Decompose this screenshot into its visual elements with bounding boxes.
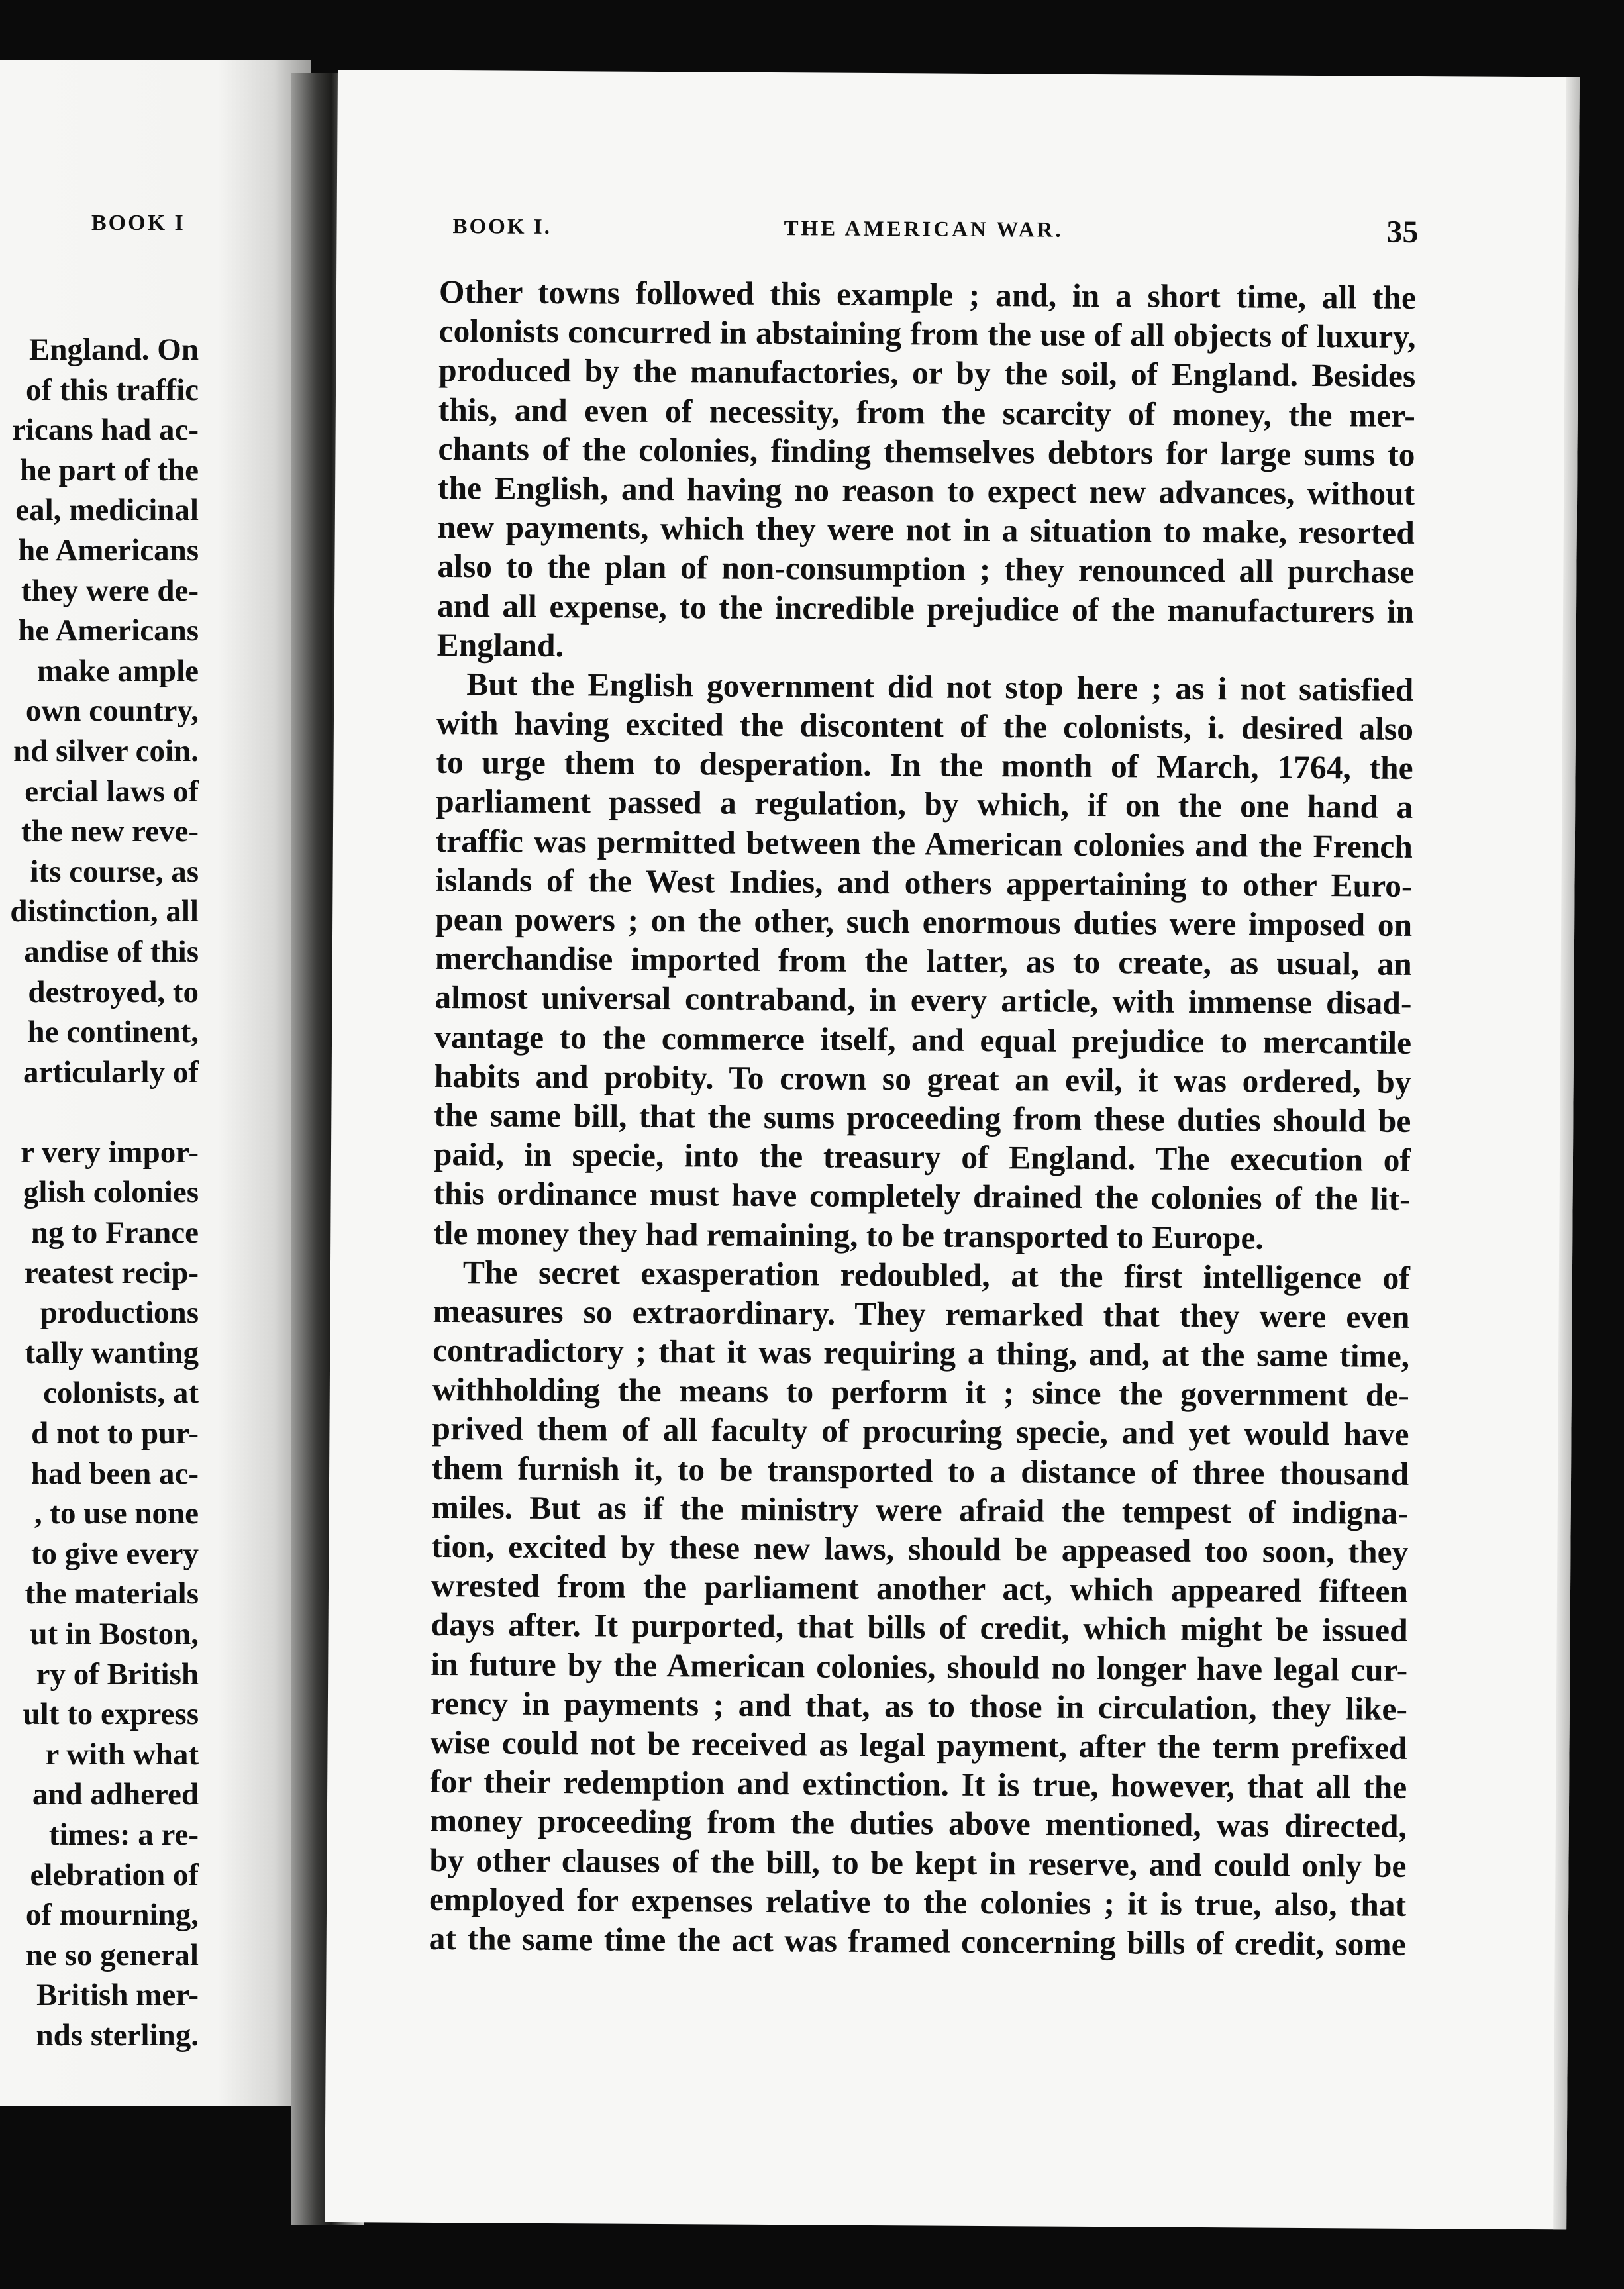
left-page-line: and adhered xyxy=(32,1777,199,1812)
text-line: wrested from the parliament another act, which appeared fifteen xyxy=(431,1567,1409,1610)
text-line: almost universal contraband, in every article, with immense disad- xyxy=(434,979,1412,1022)
text-line: days after. It purported, that bills of credit, which might be issued xyxy=(431,1606,1408,1649)
page-number: 35 xyxy=(1386,214,1419,250)
text-line: miles. But as if the ministry were afraid the tempest of indigna- xyxy=(431,1488,1409,1531)
text-line: produced by the manufactories, or by the soil, of England. Besides xyxy=(438,352,1416,395)
text-line: this ordinance must have completely drained the colonies of the lit- xyxy=(433,1175,1411,1218)
text-line: also to the plan of non-consumption ; they renounced all purchase xyxy=(437,548,1415,591)
text-line: pean powers ; on the other, such enormous duties were imposed on xyxy=(435,900,1413,943)
text-line: parliament passed a regulation, by which, if on the one hand a xyxy=(436,783,1413,826)
text-line: merchandise imported from the latter, as to create, as usual, an xyxy=(434,940,1412,983)
text-line: by other clauses of the bill, to be kept in reserve, and could only be xyxy=(429,1841,1407,1884)
text-line: vantage to the commerce itself, and equal prejudice to mercantile xyxy=(434,1018,1412,1061)
left-page-line: he Americans xyxy=(18,533,199,568)
left-page-line: eal, medicinal xyxy=(15,493,199,528)
left-page-line: colonists, at xyxy=(43,1376,199,1411)
text-line: them furnish it, to be transported to a distance of three thousand xyxy=(431,1449,1409,1492)
text-line: chants of the colonies, finding themselves debtors for large sums to xyxy=(438,430,1415,473)
text-line: for their redemption and extinction. It is true, however, that all the xyxy=(430,1763,1407,1806)
left-page-line: the materials xyxy=(25,1576,199,1611)
text-line: money proceeding from the duties above mentioned, was directed, xyxy=(429,1802,1407,1845)
left-page-line: ng to France xyxy=(30,1215,199,1250)
left-page-line: d not to pur- xyxy=(31,1416,199,1451)
text-line: But the English government did not stop here ; as i not satisfied xyxy=(466,666,1414,708)
left-page-line: ry of British xyxy=(36,1656,199,1692)
running-head xyxy=(336,209,1578,249)
left-page-line: ut in Boston, xyxy=(30,1617,199,1651)
left-page-line: he Americans xyxy=(18,613,199,648)
left-page-line: its course, as xyxy=(30,854,199,889)
left-page-line: r with what xyxy=(45,1737,199,1772)
left-page-line: British mer- xyxy=(36,1978,199,2013)
left-page-line: had been ac- xyxy=(30,1456,199,1491)
text-line: employed for expenses relative to the colonies ; it is true, also, that xyxy=(429,1880,1407,1923)
left-page-line: he continent, xyxy=(27,1015,199,1050)
left-page-line: of this traffic xyxy=(25,372,199,407)
body-text xyxy=(429,272,1417,1964)
left-page-line: tally wanting xyxy=(25,1335,199,1370)
text-line: Other towns followed this example ; and, in a short time, all the xyxy=(438,273,1417,316)
text-line: this, and even of necessity, from the scarcity of money, the mer- xyxy=(438,391,1416,434)
left-page-line: nds sterling. xyxy=(36,2017,199,2053)
left-page-line: ult to express xyxy=(23,1697,199,1732)
left-page-line: articularly of xyxy=(23,1054,199,1090)
text-line: in future by the American colonies, should no longer have legal cur- xyxy=(431,1645,1408,1688)
text-line: at the same time the act was framed concerning bills of credit, some xyxy=(429,1919,1406,1962)
left-page-line xyxy=(0,1092,199,1133)
left-page-line: reatest recip- xyxy=(24,1255,199,1290)
left-page-line: of mourning, xyxy=(25,1898,199,1933)
right-page xyxy=(325,70,1580,2229)
text-line: contradictory ; that it was requiring a thing, and, at the same time, xyxy=(432,1331,1410,1374)
left-page-line: England. On xyxy=(28,332,199,367)
text-line: England. xyxy=(436,626,564,664)
text-line: tle money they had remaining, to be transported to Europe. xyxy=(433,1214,1264,1256)
running-head-title: THE AMERICAN WAR. xyxy=(784,217,1064,242)
left-page-line: andise of this xyxy=(24,934,199,969)
left-page-line: ercial laws of xyxy=(25,774,199,809)
text-line: the English, and having no reason to expect new advances, without xyxy=(437,469,1415,512)
left-page-line: distinction, all xyxy=(10,894,199,929)
left-page-line: to give every xyxy=(30,1536,199,1571)
left-page-line: times: a re- xyxy=(48,1817,199,1852)
left-page-line: glish colonies xyxy=(23,1175,199,1210)
left-page-line: nd silver coin. xyxy=(13,733,199,768)
text-line: with having excited the discontent of the colonists, i. desired also xyxy=(436,704,1414,748)
left-page-line: destroyed, to xyxy=(28,974,199,1009)
text-line: The secret exasperation redoubled, at the first intelligence of xyxy=(462,1253,1411,1296)
text-line: colonists concurred in abstaining from the use of all objects of luxury, xyxy=(438,313,1416,356)
left-page-running-head: BOOK I xyxy=(91,211,185,235)
running-head-book: BOOK I. xyxy=(452,215,552,239)
text-line: islands of the West Indies, and others appertaining to other Euro- xyxy=(435,861,1413,904)
left-page-line: , to use none xyxy=(34,1496,199,1531)
left-page-text xyxy=(0,330,199,2056)
text-line: rency in payments ; and that, as to those in circulation, they like- xyxy=(430,1684,1408,1727)
left-page-line: ne so general xyxy=(25,1937,199,1972)
text-line: paid, in specie, into the treasury of England. The execution of xyxy=(433,1136,1411,1179)
left-page-line: they were de- xyxy=(21,573,199,608)
text-line: new payments, which they were not in a situation to make, resorted xyxy=(437,509,1415,552)
text-line: withholding the means to perform it ; since the government de- xyxy=(432,1371,1409,1414)
left-page-line: the new reve- xyxy=(21,814,199,849)
left-page-line: make ample xyxy=(36,653,199,688)
left-page-line: elebration of xyxy=(30,1857,199,1892)
text-line: wise could not be received as legal payment, after the term prefixed xyxy=(430,1723,1407,1766)
left-page-line: r very impor- xyxy=(21,1135,199,1170)
text-line: measures so extraordinary. They remarked that they were even xyxy=(432,1292,1410,1335)
text-line: the same bill, that the sums proceeding from these duties should be xyxy=(434,1096,1411,1139)
text-line: tion, excited by these new laws, should be appeased too soon, they xyxy=(431,1527,1409,1570)
text-line: traffic was permitted between the American colonies and the French xyxy=(435,822,1413,865)
left-page-line: ricans had ac- xyxy=(12,413,199,448)
left-page-line: productions xyxy=(40,1296,199,1331)
left-page-line: own country, xyxy=(25,693,199,729)
page-edge-shadow xyxy=(1553,77,1580,2229)
text-line: habits and probity. To crown so great an evil, it was ordered, by xyxy=(434,1057,1411,1100)
left-page-line: he part of the xyxy=(19,452,199,487)
left-page xyxy=(0,60,311,2106)
text-line: prived them of all faculty of procuring specie, and yet would have xyxy=(432,1410,1409,1453)
text-line: and all expense, to the incredible prejudice of the manufacturers in xyxy=(436,587,1415,630)
text-line: to urge them to desperation. In the month of March, 1764, the xyxy=(436,744,1413,787)
